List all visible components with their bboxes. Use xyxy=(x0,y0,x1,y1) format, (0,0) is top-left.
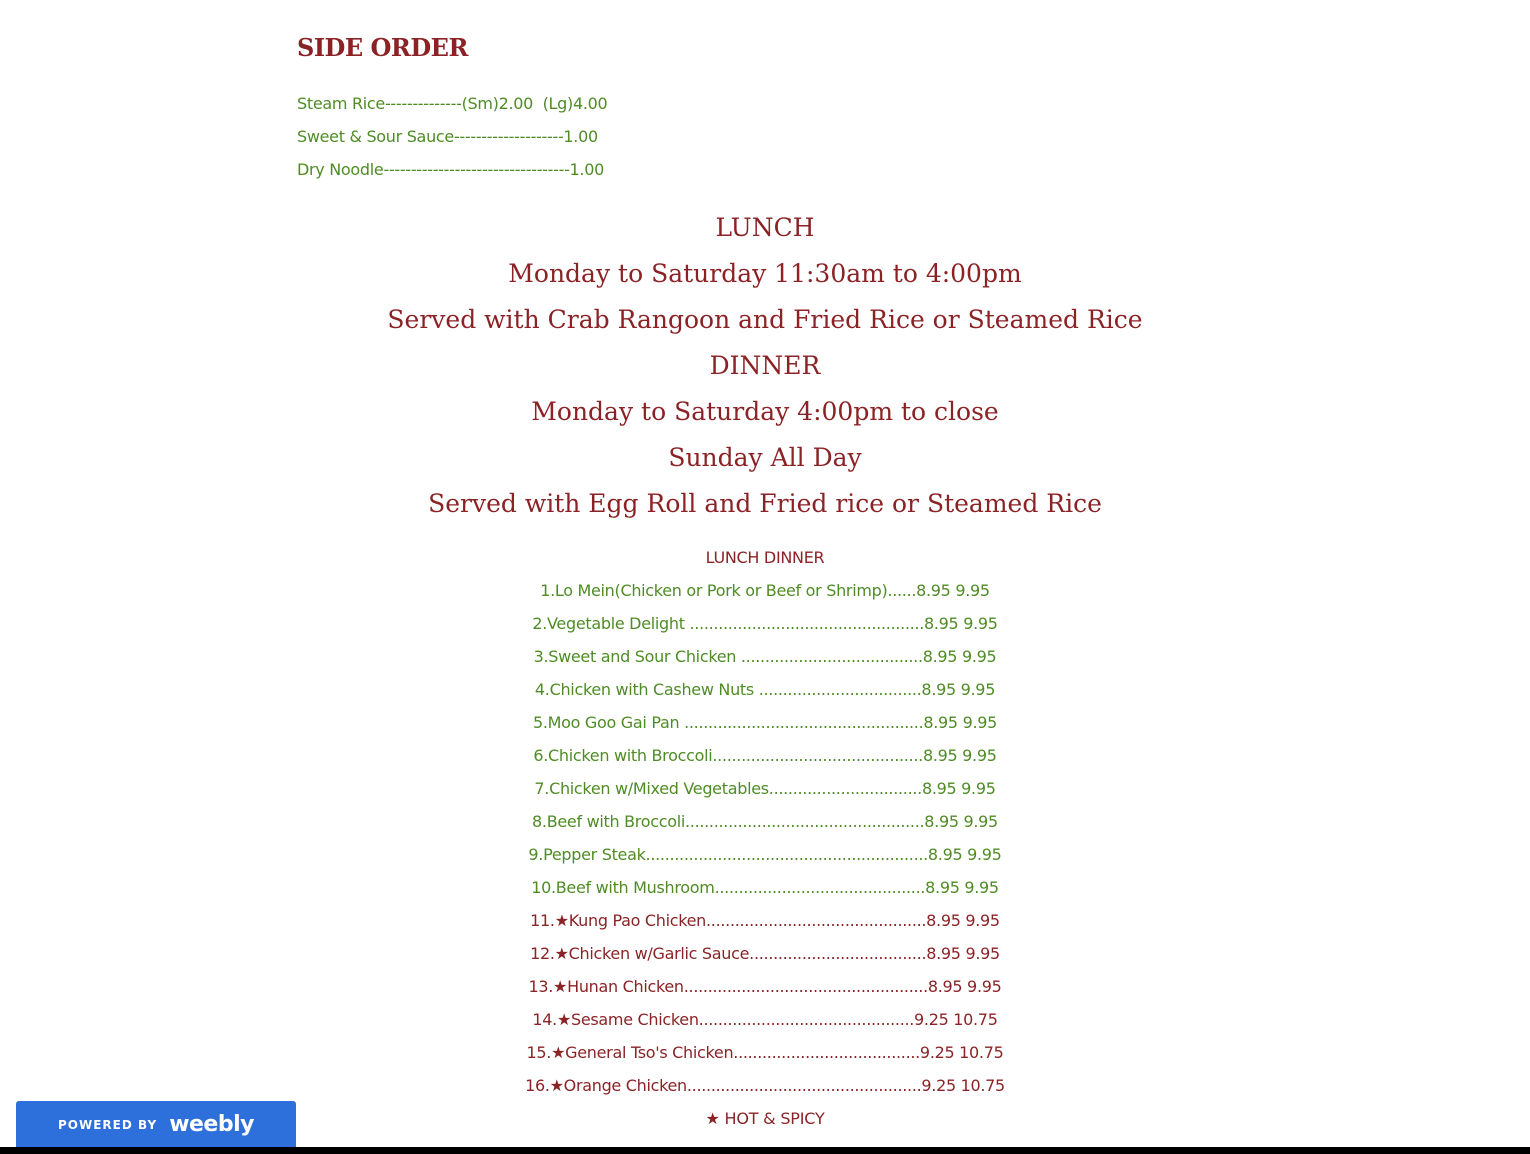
dinner-sunday: Sunday All Day xyxy=(668,443,862,472)
side-order-list xyxy=(297,87,1197,186)
menu-item: 15.★General Tso's Chicken.......................................9.25 10.75 xyxy=(526,1043,1004,1062)
menu-item: 5.Moo Goo Gai Pan ..................................................8.95 9.95 xyxy=(532,713,998,732)
menu-item: 6.Chicken with Broccoli............................................8.95 9.95 xyxy=(533,746,997,765)
hours-headings xyxy=(0,205,1530,527)
menu-item: 3.Sweet and Sour Chicken ......................................8.95 9.95 xyxy=(533,647,997,666)
side-order-section xyxy=(297,30,1197,186)
powered-by-weebly-badge[interactable] xyxy=(16,1101,296,1147)
lunch-served-with: Served with Crab Rangoon and Fried Rice or Steamed Rice xyxy=(387,305,1143,334)
menu-item-list xyxy=(0,574,1530,1102)
side-order-item: Dry Noodle----------------------------------1.00 xyxy=(297,160,604,179)
side-order-item: Steam Rice--------------(Sm)2.00 (Lg)4.00 xyxy=(297,94,608,113)
dinner-served-with: Served with Egg Roll and Fried rice or Steamed Rice xyxy=(428,489,1102,518)
menu-item: 4.Chicken with Cashew Nuts ..................................8.95 9.95 xyxy=(534,680,996,699)
menu-item: 1.Lo Mein(Chicken or Pork or Beef or Shrimp)......8.95 9.95 xyxy=(540,581,990,600)
dinner-hours: Monday to Saturday 4:00pm to close xyxy=(531,397,999,426)
powered-by-label: POWERED BY xyxy=(58,1118,158,1132)
side-order-item: Sweet & Sour Sauce--------------------1.00 xyxy=(297,127,598,146)
spicy-legend: ★ HOT & SPICY xyxy=(705,1109,825,1128)
menu-item: 11.★Kung Pao Chicken..............................................8.95 9.95 xyxy=(530,911,1000,930)
lunch-heading: LUNCH xyxy=(715,213,815,242)
menu-item: 2.Vegetable Delight .................................................8.95 9.95 xyxy=(532,614,998,633)
menu-item: 12.★Chicken w/Garlic Sauce.....................................8.95 9.95 xyxy=(530,944,1000,963)
dinner-heading: DINNER xyxy=(709,351,821,380)
menu-column-header: LUNCH DINNER xyxy=(705,548,825,567)
bottom-bar xyxy=(0,1147,1530,1154)
menu-item: 9.Pepper Steak...........................................................8.95 9.95 xyxy=(528,845,1002,864)
side-order-title: SIDE ORDER xyxy=(297,33,468,62)
combo-menu xyxy=(0,541,1530,1135)
lunch-hours: Monday to Saturday 11:30am to 4:00pm xyxy=(508,259,1022,288)
menu-item: 16.★Orange Chicken.................................................9.25 10.75 xyxy=(525,1076,1005,1095)
menu-item: 14.★Sesame Chicken.............................................9.25 10.75 xyxy=(532,1010,998,1029)
menu-item: 13.★Hunan Chicken...................................................8.95 9.95 xyxy=(528,977,1002,996)
menu-item: 8.Beef with Broccoli..................................................8.95 9.95 xyxy=(532,812,998,831)
weebly-logo: weebly xyxy=(169,1111,254,1137)
menu-item: 10.Beef with Mushroom............................................8.95 9.95 xyxy=(531,878,999,897)
menu-item: 7.Chicken w/Mixed Vegetables................................8.95 9.95 xyxy=(534,779,996,798)
